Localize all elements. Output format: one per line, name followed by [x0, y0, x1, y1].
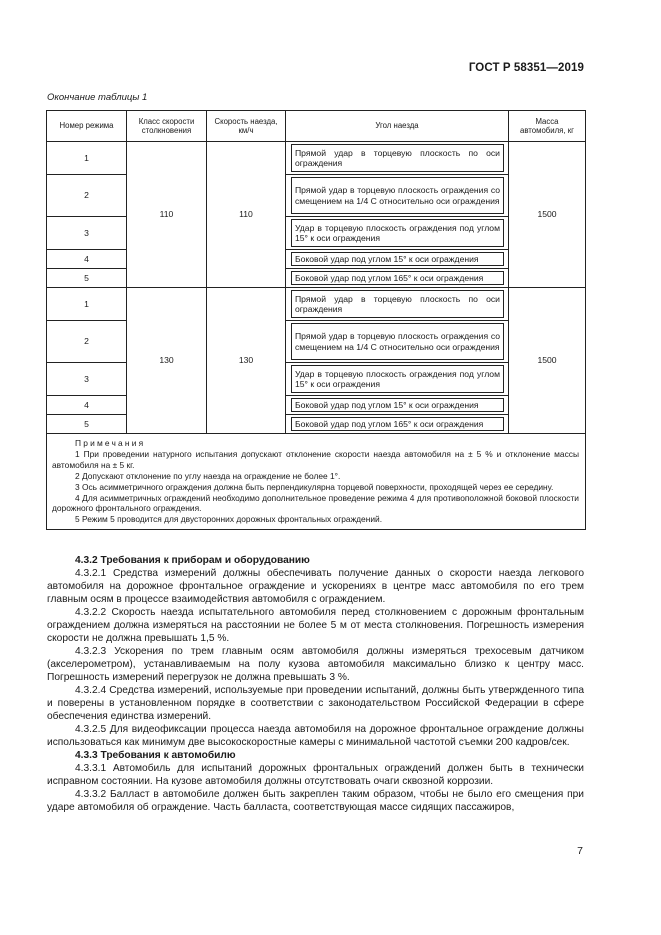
table-row	[47, 288, 586, 321]
mode-number: 1	[47, 288, 127, 321]
mode-number: 4	[47, 250, 127, 269]
note-item: 2 Допускают отклонение по углу наезда на ограждение не более 1°.	[75, 470, 341, 481]
standard-designation: ГОСТ Р 58351—2019	[468, 62, 584, 74]
note-item: 4 Для асимметричных ограждений необходимо дополнительное проведение режима 4 для противоположной боковой плоскости дорожного фронтального ограждения.	[52, 492, 579, 514]
angle-text: Боковой удар под углом 15° к оси ограждения	[291, 252, 504, 266]
section-heading: 4.3.2 Требования к приборам и оборудованию	[75, 555, 310, 566]
document-body	[47, 554, 584, 814]
mode-number: 2	[47, 321, 127, 363]
mode-number: 3	[47, 363, 127, 396]
angle-cell	[286, 142, 509, 175]
angle-text: Удар в торцевую плоскость ограждения под углом 15° к оси ограждения	[291, 219, 504, 247]
angle-text: Прямой удар в торцевую плоскость ограждения со смещением на 1/4 С относительно оси ограждения	[291, 177, 504, 214]
paragraph: 4.3.3.2 Балласт в автомобиле должен быть закреплен таким образом, чтобы не было его смещения при ударе автомобиля об ограждение. Часть балласта, соответствующая массе сидящих пассажиров,	[47, 789, 584, 813]
angle-cell	[286, 217, 509, 250]
table-caption: Окончание таблицы 1	[47, 92, 148, 103]
section-heading: 4.3.3 Требования к автомобилю	[75, 750, 236, 761]
mode-number: 2	[47, 175, 127, 217]
table-notes	[47, 434, 586, 530]
header-mode-number: Номер режима	[47, 111, 127, 142]
angle-text: Прямой удар в торцевую плоскость по оси ограждения	[291, 290, 504, 318]
table-header-row	[47, 111, 586, 142]
angle-text: Прямой удар в торцевую плоскость ограждения со смещением на 1/4 С относительно оси ограждения	[291, 323, 504, 360]
mode-number: 5	[47, 269, 127, 288]
notes-title: Примечания	[75, 438, 146, 448]
speed-cell: 130	[207, 288, 286, 434]
header-mass: Масса автомобиля, кг	[509, 111, 586, 142]
mode-number: 3	[47, 217, 127, 250]
angle-text: Боковой удар под углом 165° к оси ограждения	[291, 417, 504, 431]
angle-text: Прямой удар в торцевую плоскость по оси ограждения	[291, 144, 504, 172]
angle-cell	[286, 363, 509, 396]
mode-number: 4	[47, 396, 127, 415]
table-notes-row	[47, 434, 586, 530]
header-angle: Угол наезда	[286, 111, 509, 142]
speed-class-cell: 130	[127, 288, 207, 434]
note-item: 1 При проведении натурного испытания допускают отклонение скорости наезда автомобиля на ± 5 % и отклонение массы автомобиля на ± 5 кг.	[52, 448, 579, 470]
note-item: 5 Режим 5 проводится для двусторонних дорожных фронтальных ограждений.	[75, 514, 383, 525]
angle-cell	[286, 175, 509, 217]
paragraph: 4.3.2.2 Скорость наезда испытательного автомобиля перед столкновением с дорожным фронтальным ограждением должна измеряться на расстоянии не более 5 м от места столкновения. Погрешность измерения скорости не должна превышать 1,5 %.	[47, 607, 584, 644]
paragraph: 4.3.2.5 Для видеофиксации процесса наезда автомобиля на дорожное фронтальное ограждение должны использоваться как минимум две высокоскоростные камеры с минимальной частотой съемки 200 кадров/сек.	[47, 724, 584, 748]
angle-text: Удар в торцевую плоскость ограждения под углом 15° к оси ограждения	[291, 365, 504, 393]
paragraph: 4.3.2.3 Ускорения по трем главным осям автомобиля должны измеряться трехосевым датчиком (акселерометром), устанавливаемым на полу кузова автомобиля максимально близко к центру масс. Погрешность измерений перегрузок не должна превышать 3 %.	[47, 646, 584, 683]
paragraph: 4.3.2.1 Средства измерений должны обеспечивать получение данных о скорости наезда легкового автомобиля на дорожное фронтальное ограждение и ускорениях в центре масс автомобиля по его трем главным осям в процессе взаимодействия автомобиля с ограждением.	[47, 568, 584, 605]
test-modes-table	[46, 110, 586, 530]
angle-text: Боковой удар под углом 165° к оси ограждения	[291, 271, 504, 285]
header-speed: Скорость наезда, км/ч	[207, 111, 286, 142]
angle-cell	[286, 321, 509, 363]
angle-text: Боковой удар под углом 15° к оси ограждения	[291, 398, 504, 412]
angle-cell	[286, 288, 509, 321]
mode-number: 1	[47, 142, 127, 175]
header-speed-class: Класс скорости столкновения	[127, 111, 207, 142]
table-row	[47, 142, 586, 175]
angle-cell	[286, 415, 509, 434]
angle-cell	[286, 396, 509, 415]
speed-cell: 110	[207, 142, 286, 288]
mass-cell: 1500	[509, 288, 586, 434]
mode-number: 5	[47, 415, 127, 434]
page-number: 7	[577, 845, 583, 857]
angle-cell	[286, 269, 509, 288]
mass-cell: 1500	[509, 142, 586, 288]
angle-cell	[286, 250, 509, 269]
paragraph: 4.3.2.4 Средства измерений, используемые при проведении испытаний, должны быть утвержденного типа и поверены в установленном порядке в соответствии с законодательством Российской Федерации в сфере обеспечения единства измерений.	[47, 685, 584, 722]
note-item: 3 Ось асимметричного ограждения должна быть перпендикулярна торцевой поверхности, проходящей через ее середину.	[75, 481, 554, 492]
speed-class-cell: 110	[127, 142, 207, 288]
paragraph: 4.3.3.1 Автомобиль для испытаний дорожных фронтальных ограждений должен быть в технически исправном состоянии. На кузове автомобиля должны отсутствовать очаги сквозной коррозии.	[47, 763, 584, 787]
